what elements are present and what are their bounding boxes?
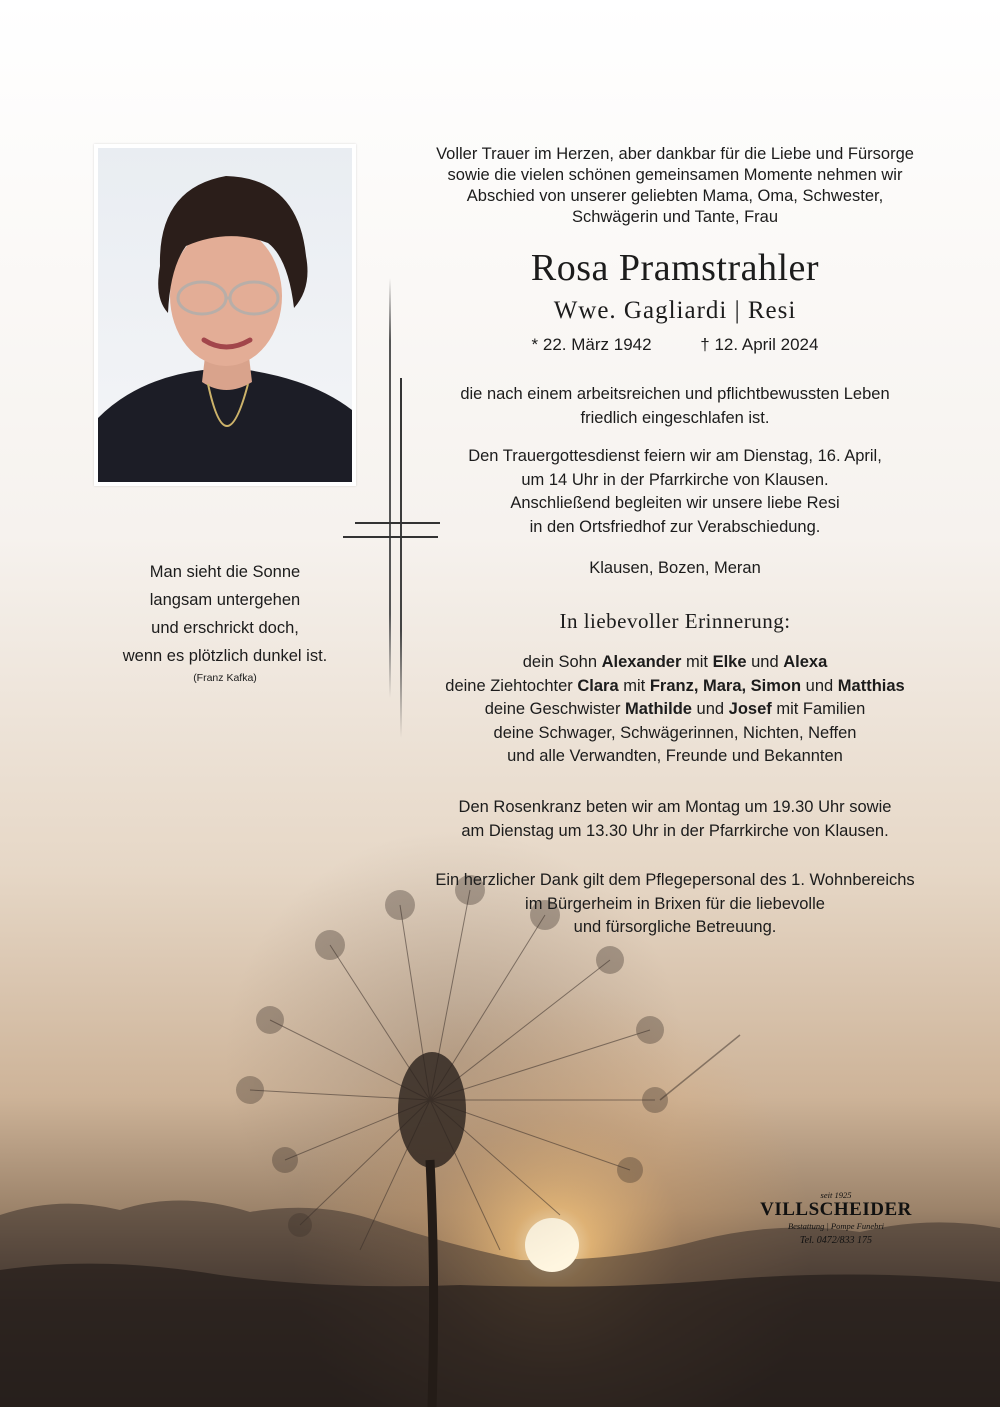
kafka-quote — [100, 558, 350, 670]
text-line: am Dienstag um 13.30 Uhr in der Pfarrkirche von Klausen. — [461, 821, 889, 840]
text-line: Anschließend begleiten wir unsere liebe Resi — [510, 494, 840, 512]
family-line — [400, 651, 950, 675]
family-line — [400, 698, 950, 722]
text-span: deine Geschwister — [484, 700, 626, 718]
logo-subtitle: Bestattung | Pompe Funebri — [787, 1221, 885, 1231]
logo-phone: Tel. 0472/833 175 — [799, 1235, 873, 1246]
logo-name: VILLSCHEIDER — [760, 1199, 912, 1220]
relative-name: Josef — [728, 700, 772, 718]
text-line: Den Trauergottesdienst feiern wir am Dienstag, 16. April, — [468, 447, 882, 465]
text-line: Den Rosenkranz beten wir am Montag um 19.30 Uhr sowie — [458, 798, 892, 816]
text-line: Ein herzlicher Dank gilt dem Pflegepersonal des 1. Wohnbereichs — [435, 871, 915, 889]
relative-name: Clara — [577, 676, 619, 695]
places-text: Klausen, Bozen, Meran — [589, 559, 761, 577]
text-span: und — [691, 700, 729, 718]
service-text — [400, 445, 950, 539]
quote-source: (Franz Kafka) — [193, 672, 257, 684]
quote-line: langsam untergehen — [149, 591, 301, 609]
logo-since: seit 1925 — [820, 1190, 852, 1200]
quote-line: und erschrickt doch, — [151, 619, 299, 637]
family-line: und alle Verwandten, Freunde und Bekannten — [507, 747, 843, 765]
undertaker-logo — [756, 1190, 916, 1250]
text-line: im Bürgerheim in Brixen für die liebevolle — [525, 894, 825, 913]
intro-text — [400, 144, 950, 228]
text-line: die nach einem arbeitsreichen und pflichtbewussten Leben — [460, 385, 890, 403]
life-dates — [400, 333, 950, 357]
family-line — [400, 675, 950, 699]
cross-line — [389, 278, 391, 698]
text-span: mit Familien — [771, 700, 866, 718]
deceased-aka: Wwe. Gagliardi | Resi — [553, 297, 797, 324]
portrait-photo — [94, 144, 356, 486]
text-line: um 14 Uhr in der Pfarrkirche von Klausen. — [521, 470, 829, 489]
birth-date: * 22. März 1942 — [531, 335, 652, 354]
intro-line: Abschied von unserer geliebten Mama, Oma, Schwester, — [466, 187, 884, 205]
death-date: † 12. April 2024 — [700, 335, 819, 354]
text-line: friedlich eingeschlafen ist. — [580, 408, 770, 427]
thanks-text — [400, 869, 950, 940]
text-span: deine Ziehtochter — [445, 676, 578, 695]
relative-name: Mathilde — [625, 700, 692, 718]
relative-name: Elke — [712, 653, 747, 671]
relative-name: Matthias — [837, 676, 905, 695]
intro-line: sowie die vielen schönen gemeinsamen Momente nehmen wir — [447, 166, 903, 184]
text-span: und — [746, 653, 784, 671]
relative-name: Alexander — [601, 653, 682, 671]
intro-line: Schwägerin und Tante, Frau — [571, 208, 779, 226]
passing-text — [400, 383, 950, 430]
text-span: dein Sohn — [522, 653, 602, 671]
family-line: deine Schwager, Schwägerinnen, Nichten, Neffen — [493, 723, 857, 742]
intro-line: Voller Trauer im Herzen, aber dankbar für die Liebe und Fürsorge — [436, 145, 914, 163]
text-line: in den Ortsfriedhof zur Verabschiedung. — [529, 517, 821, 536]
family-list — [400, 651, 950, 769]
text-span: mit — [618, 676, 650, 695]
quote-line: wenn es plötzlich dunkel ist. — [122, 647, 328, 665]
relative-name: Alexa — [783, 653, 828, 671]
quote-line: Man sieht die Sonne — [149, 563, 301, 581]
memory-heading: In liebevoller Erinnerung: — [559, 609, 791, 633]
text-span: und — [801, 676, 838, 695]
text-span: mit — [681, 653, 713, 671]
rosary-text — [400, 796, 950, 843]
relative-name: Franz, Mara, Simon — [649, 676, 802, 695]
deceased-name: Rosa Pramstrahler — [530, 247, 820, 289]
text-line: und fürsorgliche Betreuung. — [573, 918, 777, 936]
